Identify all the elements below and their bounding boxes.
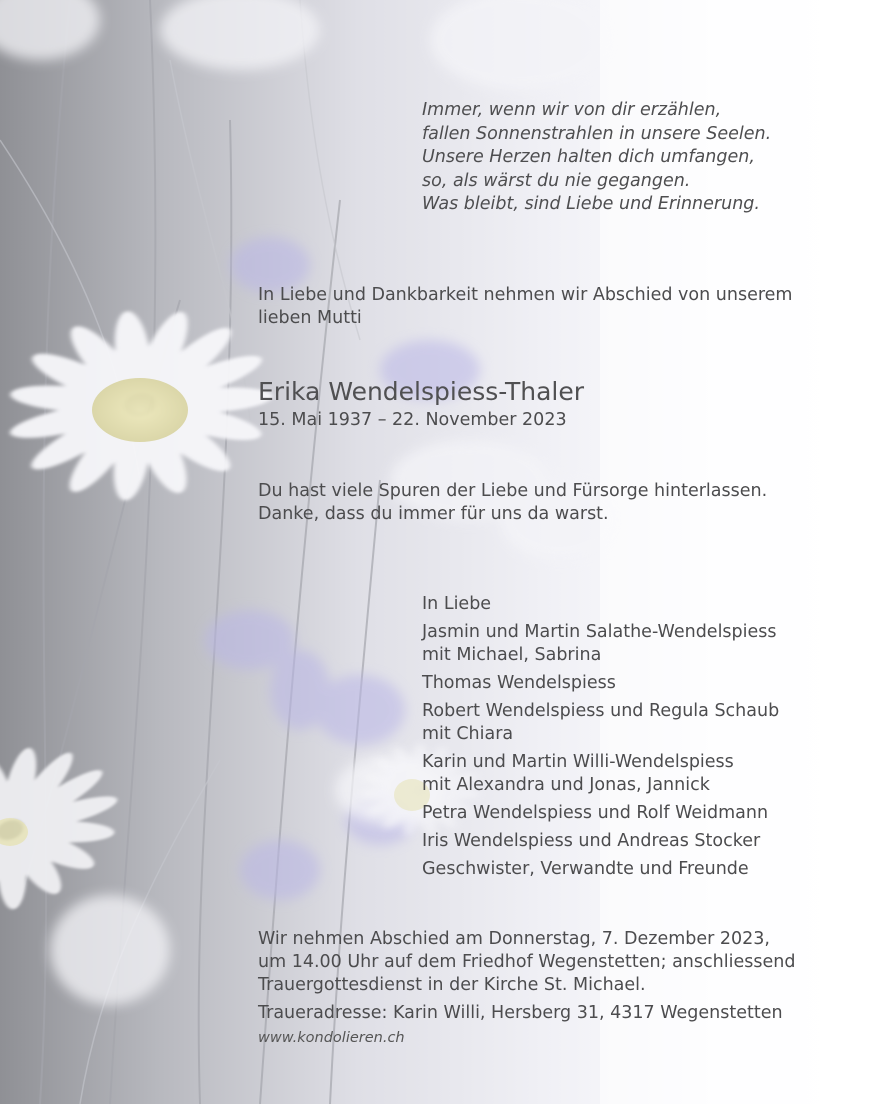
intro-line: lieben Mutti: [258, 308, 362, 328]
life-dates: 15. Mai 1937 – 22. November 2023: [258, 410, 567, 430]
poem-line: Unsere Herzen halten dich umfangen,: [422, 147, 755, 167]
funeral-line: Trauergottesdienst in der Kirche St. Michael.: [258, 975, 646, 995]
funeral-line: um 14.00 Uhr auf dem Friedhof Wegenstetten; anschliessend: [258, 952, 796, 972]
intro-line: In Liebe und Dankbarkeit nehmen wir Abschied von unserem: [258, 285, 793, 305]
poem-line: fallen Sonnenstrahlen in unsere Seelen.: [422, 123, 772, 144]
mourner-entry: [422, 751, 779, 797]
thanks-line: Du hast viele Spuren der Liebe und Fürsorge hinterlassen.: [258, 481, 768, 501]
deceased-name: Erika Wendelspiess-Thaler: [258, 377, 585, 406]
mourner-entry: [422, 672, 779, 695]
mourner-line: Iris Wendelspiess und Andreas Stocker: [422, 831, 761, 851]
thanks-text: [258, 480, 767, 526]
mourner-line: Petra Wendelspiess und Rolf Weidmann: [422, 803, 769, 823]
poem-line: Immer, wenn wir von dir erzählen,: [422, 100, 722, 120]
mourner-line: mit Michael, Sabrina: [422, 645, 602, 665]
mourner-entry: [422, 858, 779, 881]
poem: [422, 99, 771, 217]
mourner-entry: [422, 621, 779, 667]
mourner-line: Geschwister, Verwandte und Freunde: [422, 859, 749, 879]
mourner-entry: [422, 700, 779, 746]
mourning-address: Traueradresse: Karin Willi, Hersberg 31, 4317 Wegenstetten: [258, 1003, 783, 1023]
mourner-line: Jasmin und Martin Salathe-Wendelspiess: [422, 622, 777, 642]
mourner-line: mit Alexandra und Jonas, Jannick: [422, 775, 710, 795]
mourner-entry: [422, 802, 779, 825]
poem-line: so, als wärst du nie gegangen.: [422, 170, 691, 191]
mourner-line: Robert Wendelspiess und Regula Schaub: [422, 701, 780, 721]
thanks-line: Danke, dass du immer für uns da warst.: [258, 504, 609, 524]
mourners-heading: In Liebe: [422, 594, 492, 614]
poem-line: Was bleibt, sind Liebe und Erinnerung.: [422, 194, 760, 214]
funeral-line: Wir nehmen Abschied am Donnerstag, 7. Dezember 2023,: [258, 929, 770, 949]
mourners-list: [422, 593, 779, 886]
website-link[interactable]: www.kondolieren.ch: [258, 1030, 405, 1046]
mourner-line: Karin und Martin Willi-Wendelspiess: [422, 752, 734, 772]
funeral-details: [258, 928, 795, 997]
mourner-line: mit Chiara: [422, 724, 514, 744]
mourner-line: Thomas Wendelspiess: [422, 673, 616, 693]
mourner-entry: [422, 830, 779, 853]
intro-text: [258, 284, 792, 330]
